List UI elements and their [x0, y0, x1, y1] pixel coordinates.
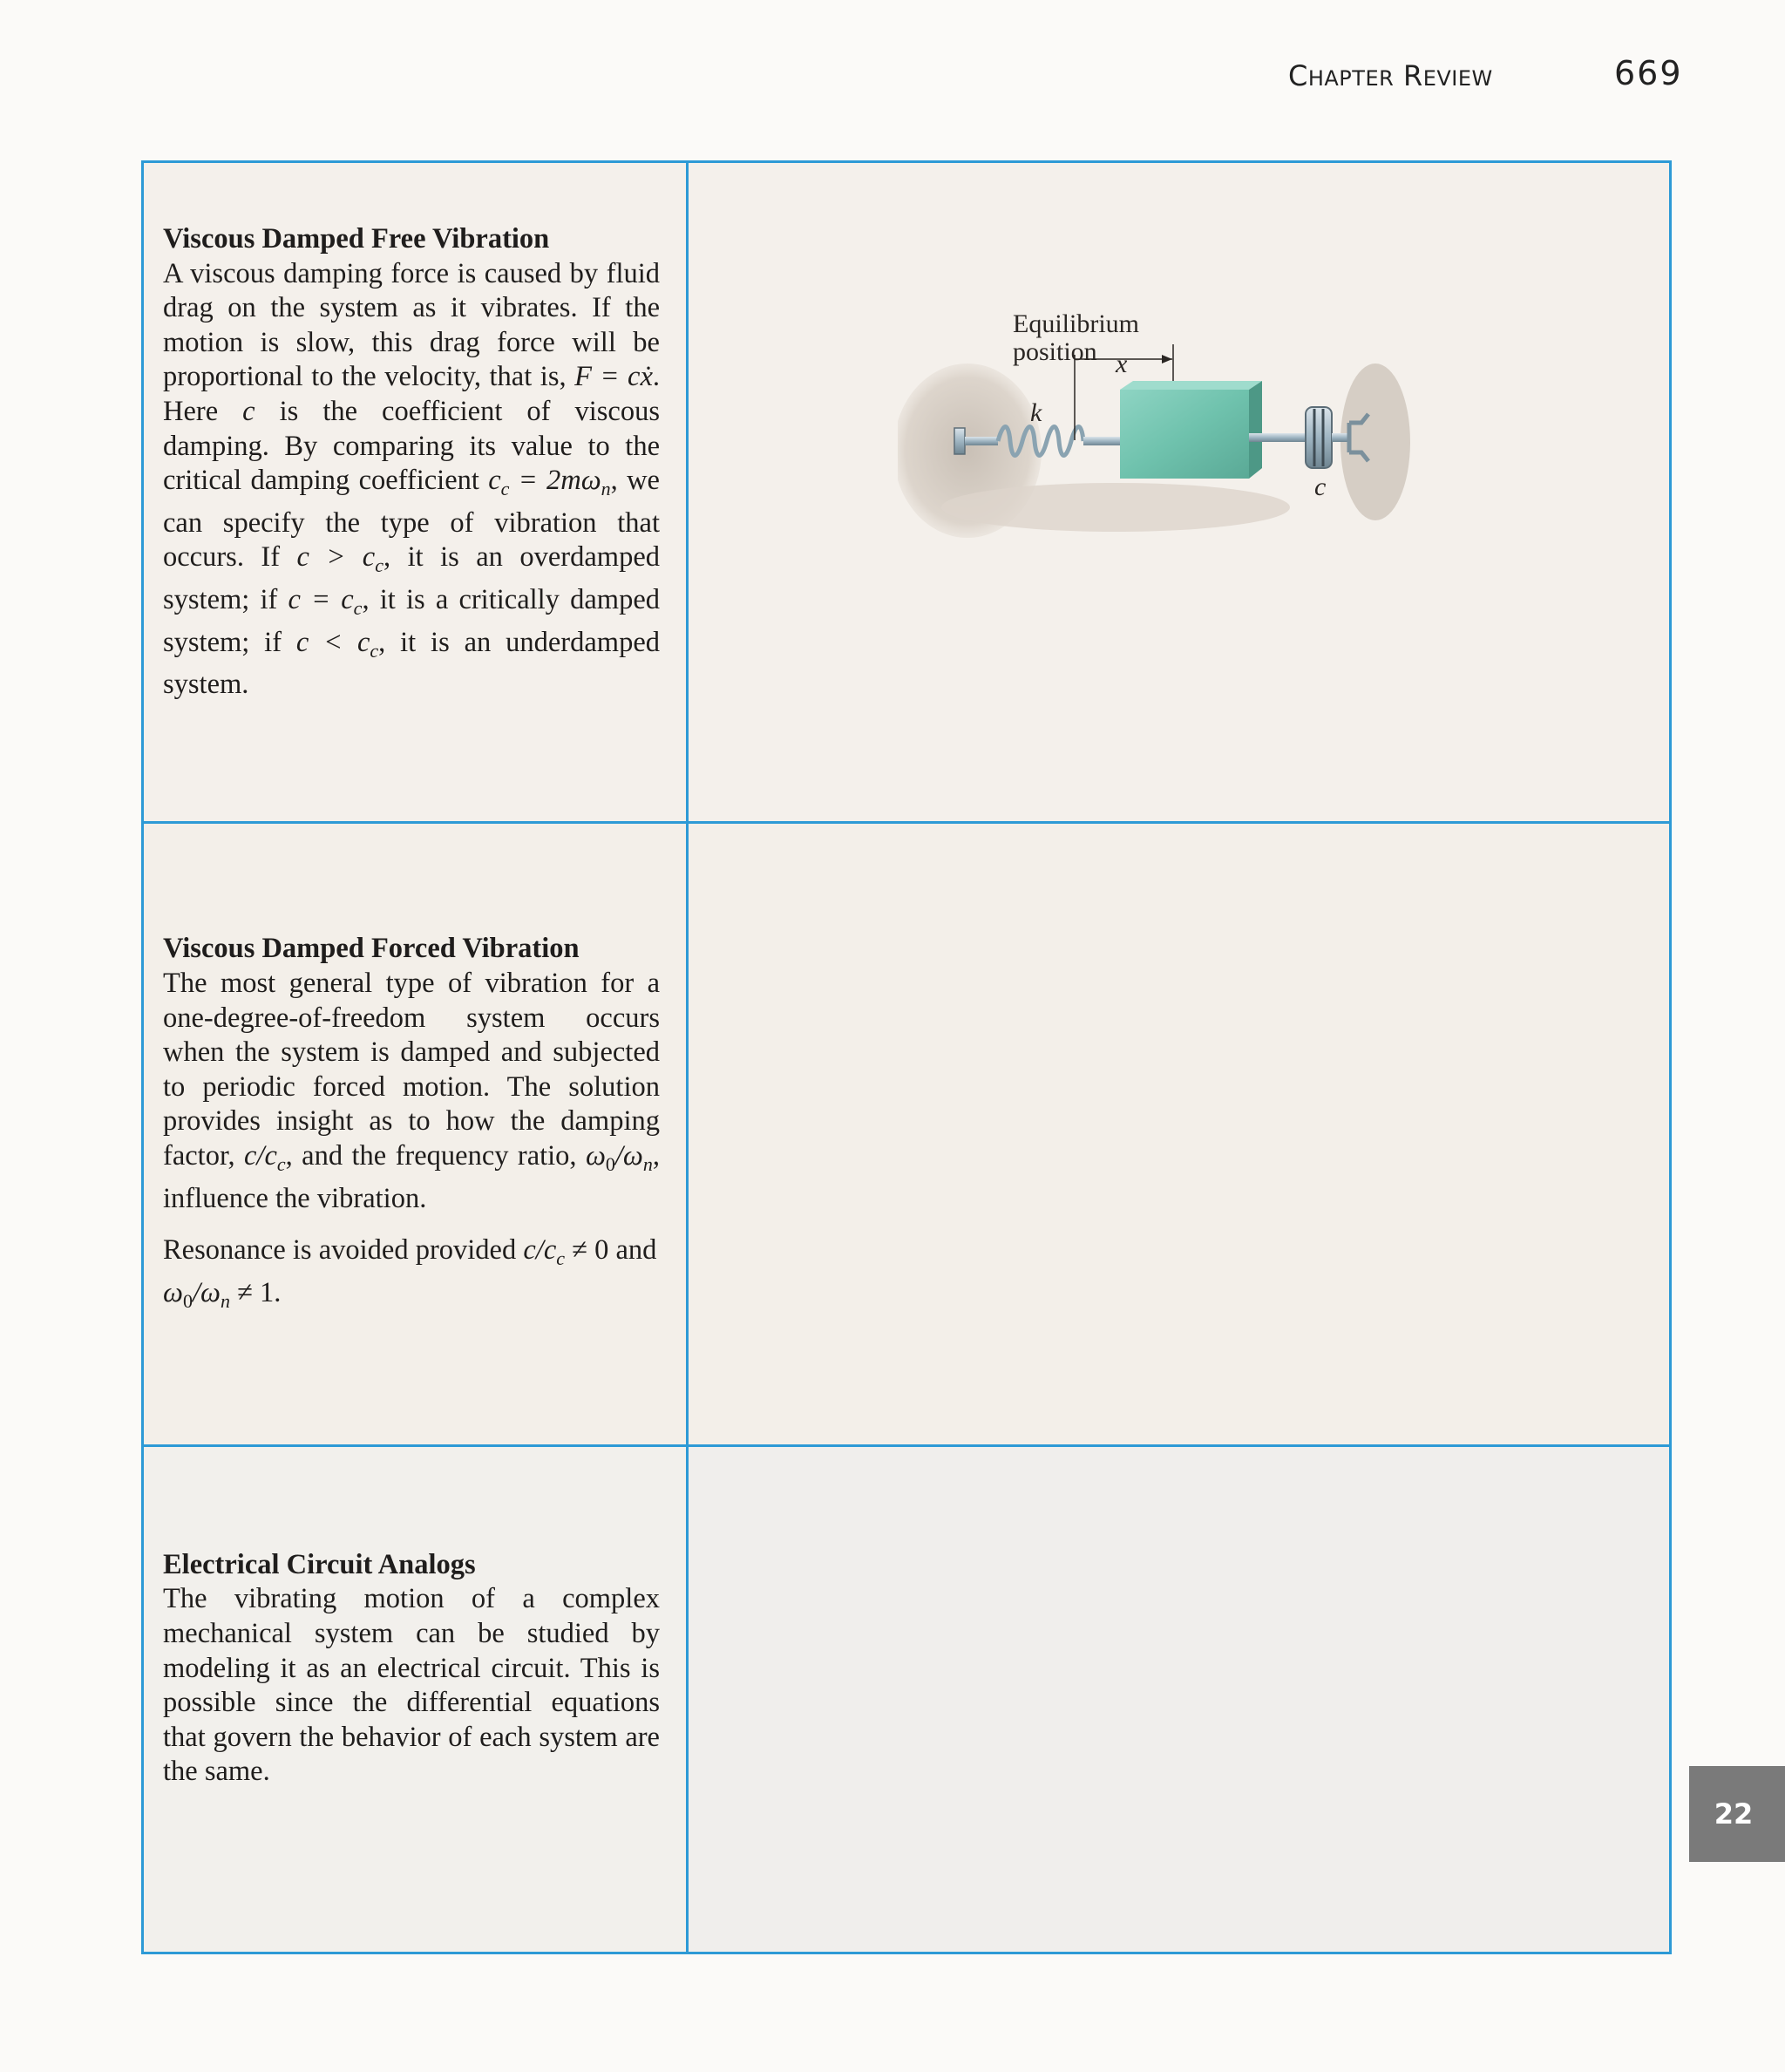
- section-paragraph: Resonance is avoided provided $c/c_c \ne 0$ and $\omega_0/\omega_n \ne 1$.: [163, 1234, 657, 1312]
- ground-shadow: [941, 483, 1290, 532]
- section-heading: Electrical Circuit Analogs: [163, 1548, 476, 1580]
- section-paragraph: The most general type of vibration for a one-degree-of-freedom system occurs when the system is damped and subjected to periodic forced motion. The solution provides insight as to how the damping factor, $c/c_c$, and the frequency ratio, $\omega_0/\omega_n$, influence the vibration.: [163, 968, 661, 1214]
- mass-block: [1120, 390, 1249, 479]
- label-x: x: [1116, 350, 1128, 378]
- chapter-thumb-tab: 22: [1689, 1766, 1785, 1862]
- text-cell-free-vibration: [143, 162, 688, 823]
- label-equilibrium: Equilibrium: [1013, 309, 1139, 338]
- label-position: position: [1013, 337, 1097, 366]
- table-row: [143, 823, 1671, 1445]
- section-paragraph: The vibrating motion of a complex mechanical system can be studied by modeling it as an electrical circuit. This is possible since the differential equations that govern the behavior of each system are the same.: [163, 1583, 660, 1788]
- mass-block-side: [1249, 381, 1262, 479]
- section-free-vibration: [163, 222, 660, 703]
- section-heading: Viscous Damped Free Vibration: [163, 223, 550, 255]
- figure-cell-forced-vibration: [688, 823, 1671, 1445]
- damper-cylinder: [1306, 407, 1332, 468]
- displacement-arrowhead: [1162, 355, 1172, 363]
- section-forced-vibration: [163, 932, 660, 1318]
- damped-oscillator-figure: [898, 309, 1421, 547]
- label-c: c: [1314, 472, 1327, 501]
- text-cell-forced-vibration: [143, 823, 688, 1445]
- text-cell-circuit-analogs: [143, 1445, 688, 1953]
- figure-cell-circuit-analogs: [688, 1445, 1671, 1953]
- page-number: 669: [1614, 54, 1683, 92]
- figure-cell-free-vibration: [688, 162, 1671, 823]
- table-row: [143, 1445, 1671, 1953]
- table-row: [143, 162, 1671, 823]
- section-circuit-analogs: [163, 1548, 660, 1790]
- running-head: CHAPTER REVIEW: [1288, 59, 1493, 92]
- left-rod: [965, 437, 998, 445]
- left-anchor: [954, 428, 965, 454]
- section-heading: Viscous Damped Forced Vibration: [163, 933, 580, 965]
- spring-mass-damper-illustration: [898, 320, 1421, 547]
- mass-block-top: [1120, 381, 1262, 390]
- chapter-review-table: [141, 160, 1672, 1954]
- label-k: k: [1030, 398, 1042, 427]
- damper-rod: [1249, 433, 1308, 442]
- section-paragraph: A viscous damping force is caused by fluid drag on the system as it vibrates. If the motion is slow, this drag force will be proportional to the velocity, that is, F = cẋ. Here c is the coefficient of viscous damping. By comparing its value to the critical damping coefficient $c_c = 2m\omega_n$, we can specify the type of vibration that occurs. If $c > c_c$, it is an overdamped system; if $c = c_c$, it is a critically damped system; if $c < c_c$, it is an underdamped system.: [163, 257, 661, 701]
- spring-end-rod: [1083, 437, 1120, 445]
- damper-rear-rod: [1332, 433, 1349, 442]
